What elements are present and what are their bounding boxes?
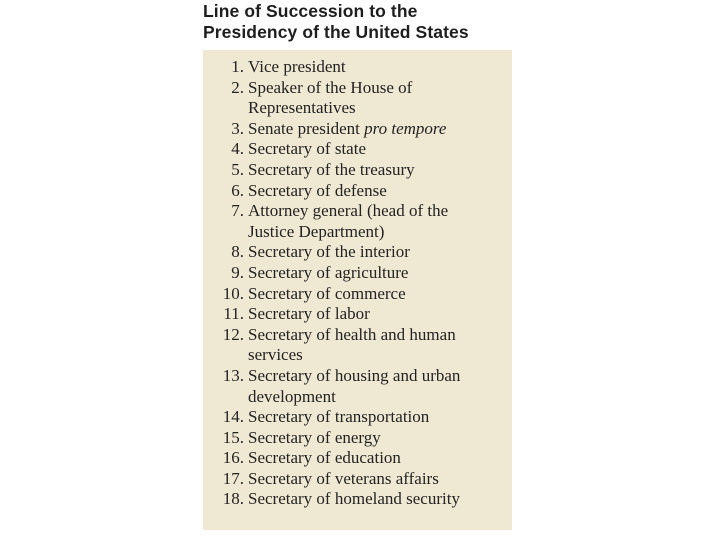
succession-list <box>203 57 508 510</box>
list-item <box>203 366 508 407</box>
list-item-text <box>248 222 508 243</box>
document-title <box>203 1 523 43</box>
list-item-number: 17. <box>222 468 244 488</box>
list-item-number: 6. <box>231 180 244 200</box>
title-line-1: Line of Succession to the <box>203 1 418 21</box>
list-item-text-segment: Justice Department) <box>248 221 385 241</box>
list-item <box>203 407 508 428</box>
list-item <box>203 181 508 202</box>
list-item-text-segment: Secretary of the interior <box>248 242 410 262</box>
list-item <box>203 119 508 140</box>
list-item-text <box>248 78 508 99</box>
list-item-number: 16. <box>222 448 244 468</box>
list-item-text <box>248 263 508 284</box>
list-item-number: 1. <box>231 57 244 76</box>
list-item-text <box>248 181 508 202</box>
list-item-text-segment: Secretary of agriculture <box>248 262 409 282</box>
list-item-text-segment: Secretary of commerce <box>248 283 406 303</box>
list-item-text-segment: Senate president <box>248 118 365 138</box>
list-item-text <box>248 304 508 325</box>
list-item-text <box>248 139 508 160</box>
list-item-number: 10. <box>222 283 244 303</box>
list-item-number: 18. <box>222 489 244 509</box>
title-line-2: Presidency of the United States <box>203 22 469 42</box>
list-item-number: 7. <box>231 201 244 221</box>
list-item-text-segment: development <box>248 386 336 406</box>
list-item-text <box>248 448 508 469</box>
list-item <box>203 139 508 160</box>
list-item <box>203 160 508 181</box>
list-item-text-segment: Speaker of the House of <box>248 77 413 97</box>
list-item-text <box>248 428 508 449</box>
list-item-text-segment: Secretary of veterans affairs <box>248 468 439 488</box>
list-item-text <box>248 57 508 78</box>
list-item <box>203 428 508 449</box>
list-item <box>203 284 508 305</box>
list-item-text-segment: Attorney general (head of the <box>248 201 449 221</box>
list-item-text-segment: Secretary of state <box>248 139 366 159</box>
list-item <box>203 469 508 490</box>
list-item-text <box>248 242 508 263</box>
list-item-text-segment: Secretary of health and human <box>248 324 456 344</box>
list-item <box>203 489 508 510</box>
list-item-text <box>248 407 508 428</box>
list-item-number: 2. <box>231 77 244 97</box>
list-item <box>203 448 508 469</box>
list-item-number: 12. <box>222 324 244 344</box>
list-item-number: 8. <box>231 242 244 262</box>
list-item-text <box>248 325 508 346</box>
list-item-text-segment: Secretary of education <box>248 448 401 468</box>
succession-panel <box>203 50 512 530</box>
list-item-text <box>248 119 508 140</box>
list-item-text-segment: Vice president <box>248 57 346 76</box>
list-item-text-segment: Secretary of housing and urban <box>248 365 461 385</box>
list-item-text <box>248 469 508 490</box>
list-item <box>203 201 508 242</box>
list-item <box>203 263 508 284</box>
list-item <box>203 242 508 263</box>
list-item-text-segment: Secretary of the treasury <box>248 159 415 179</box>
list-item-number: 4. <box>231 139 244 159</box>
list-item-text-segment: Secretary of transportation <box>248 407 430 427</box>
list-item-text <box>248 284 508 305</box>
list-item-number: 3. <box>231 118 244 138</box>
list-item <box>203 78 508 119</box>
list-item-text <box>248 98 508 119</box>
list-item <box>203 304 508 325</box>
list-item-text-segment: Secretary of energy <box>248 427 381 447</box>
list-item-text <box>248 387 508 408</box>
list-item-italic-text: pro tempore <box>364 118 447 138</box>
list-item-text-segment: services <box>248 345 303 365</box>
list-item-number: 5. <box>231 159 244 179</box>
list-item-number: 14. <box>222 407 244 427</box>
list-item-text <box>248 201 508 222</box>
list-item-text <box>248 489 508 510</box>
list-item-text <box>248 366 508 387</box>
list-item-number: 13. <box>222 365 244 385</box>
list-item-number: 11. <box>223 304 244 324</box>
list-item <box>203 57 508 78</box>
list-item-number: 9. <box>231 262 244 282</box>
list-item-text-segment: Secretary of defense <box>248 180 387 200</box>
list-item <box>203 325 508 366</box>
list-item-text-segment: Representatives <box>248 98 356 118</box>
list-item-text <box>248 160 508 181</box>
list-item-text-segment: Secretary of homeland security <box>248 489 460 509</box>
list-item-text <box>248 345 508 366</box>
list-item-number: 15. <box>222 427 244 447</box>
list-item-text-segment: Secretary of labor <box>248 304 370 324</box>
